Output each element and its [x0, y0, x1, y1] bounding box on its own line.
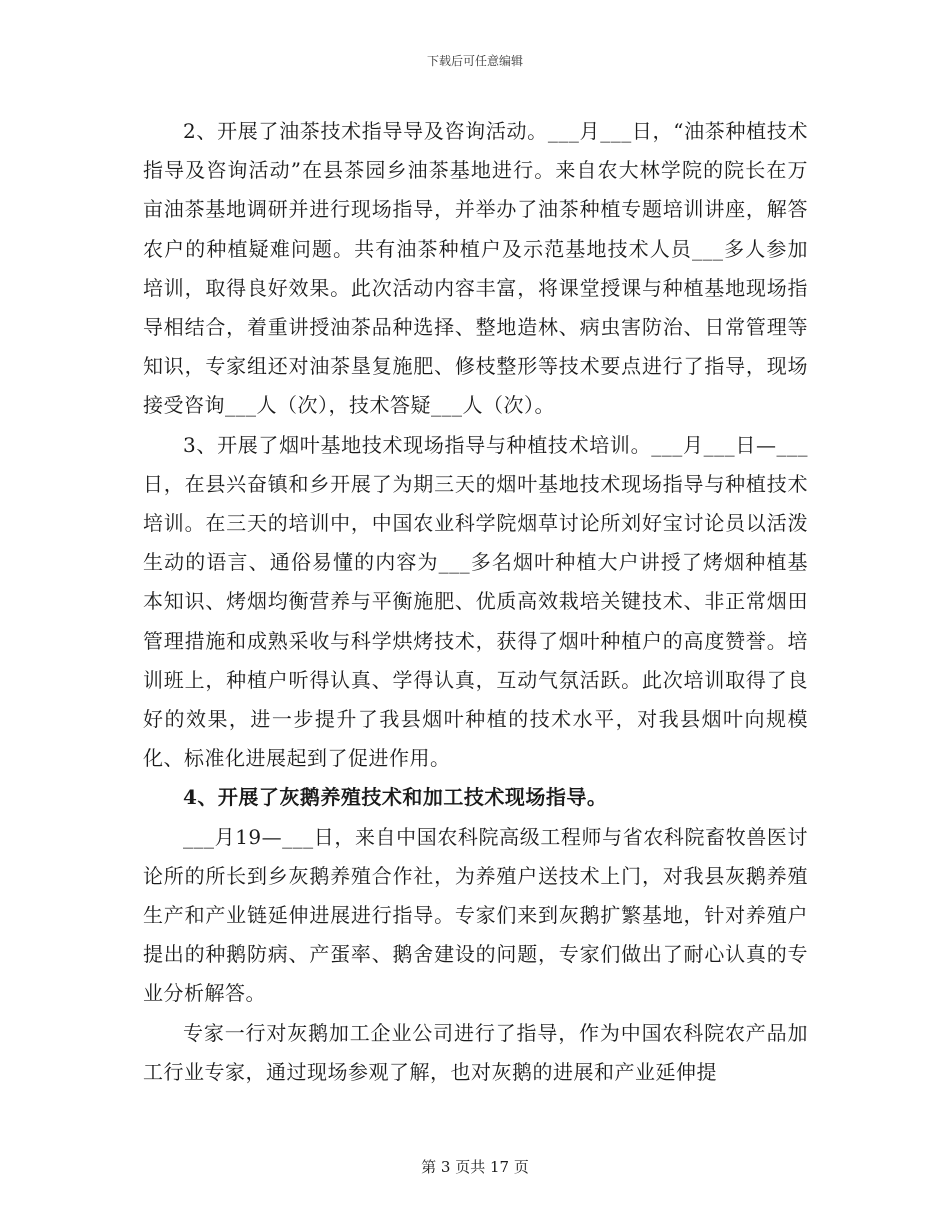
paragraph-grey-goose-breeding: ___月19—___日，来自中国农科院高级工程师与省农科院畜牧兽医讨论所的所长到乡灰鹅养殖合作社，为养殖户送技术上门，对我县灰鹅养殖生产和产业链延伸进展进行指导。专家们来到灰鹅扩繁基地，针对养殖户提出的种鹅防病、产蛋率、鹅舍建设的问题，专家们做出了耐心认真的专业分析解答。 [143, 824, 808, 1006]
page-number: 第 3 页共 17 页 [421, 1158, 529, 1176]
paragraph-grey-goose-processing: 专家一行对灰鹅加工企业公司进行了指导，作为中国农科院农产品加工行业专家，通过现场参观了解，也对灰鹅的进展和产业延伸提 [143, 1020, 808, 1084]
paragraph-tobacco-training: 3、开展了烟叶基地技术现场指导与种植技术培训。___月___日—___日，在县兴奋镇和乡开展了为期三天的烟叶基地技术现场指导与种植技术培训。在三天的培训中，中国农业科学院烟草讨论所刘好宝讨论员以活泼生动的语言、通俗易懂的内容为___多名烟叶种植大户讲授了烤烟种植基本知识、烤烟均衡营养与平衡施肥、优质高效栽培关键技术、非正常烟田管理措施和成熟采收与科学烘烤技术，获得了烟叶种植户的高度赞誉。培训班上，种植户听得认真、学得认真，互动气氛活跃。此次培训取得了良好的效果，进一步提升了我县烟叶种植的技术水平，对我县烟叶向规模化、标准化进展起到了促进作用。 [143, 432, 808, 771]
section-heading-grey-goose: 4、开展了灰鹅养殖技术和加工技术现场指导。 [183, 785, 608, 810]
document-body [143, 112, 808, 1092]
paragraph-oil-tea-guidance: 2、开展了油茶技术指导导及咨询活动。___月___日，“油茶种植技术指导及咨询活动”在县茶园乡油茶基地进行。来自农大林学院的院长在万亩油茶基地调研并进行现场指导，并举办了油茶种植专题培训讲座，解答农户的种植疑难问题。共有油茶种植户及示范基地技术人员___多人参加培训，取得良好效果。此次活动内容丰富，将课堂授课与种植基地现场指导相结合，着重讲授油茶品种选择、整地造林、病虫害防治、日常管理等知识，专家组还对油茶垦复施肥、修枝整形等技术要点进行了指导，现场接受咨询___人（次），技术答疑___人（次）。 [143, 119, 808, 418]
header-note: 下载后可任意编辑 [426, 54, 523, 68]
